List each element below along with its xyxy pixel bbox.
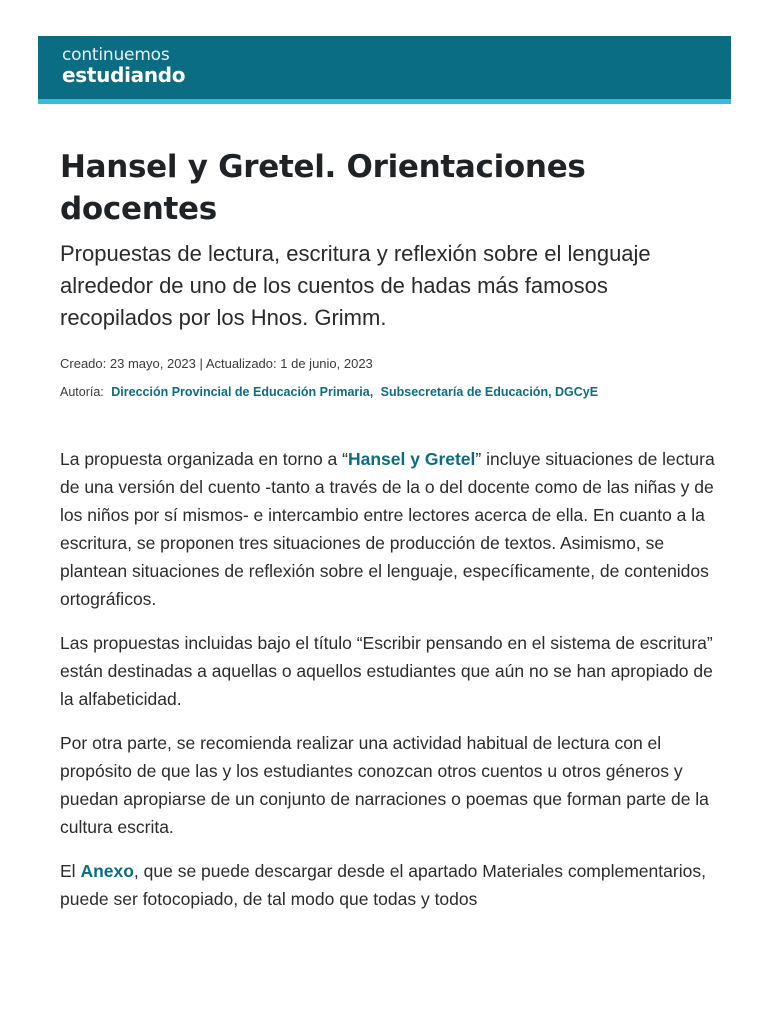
- site-header: [38, 36, 731, 104]
- updated-date: 1 de junio, 2023: [280, 356, 373, 371]
- logo-text-line1: continuemos: [62, 45, 170, 65]
- paragraph-1: [60, 445, 720, 613]
- paragraph-4-text-end: , que se puede descargar desde el apartado Materiales complementarios, puede ser fotocopiado, de tal modo que todas y todos: [60, 861, 706, 909]
- created-label: Creado:: [60, 356, 107, 371]
- site-logo[interactable]: [62, 47, 185, 85]
- anexo-link[interactable]: Anexo: [80, 861, 134, 881]
- updated-label: Actualizado:: [205, 356, 277, 371]
- article: [60, 146, 720, 929]
- article-subtitle: Propuestas de lectura, escritura y reflexión sobre el lenguaje alrededor de uno de los cuentos de hadas más famosos recopilados por los Hnos. Grimm.: [60, 241, 651, 330]
- paragraph-3: Por otra parte, se recomienda realizar una actividad habitual de lectura con el propósito de que las y los estudiantes conozcan otros cuentos u otros géneros y puedan apropiarse de un conjunto de narraciones o poemas que forman parte de la cultura escrita.: [60, 733, 709, 837]
- author-link-primaria[interactable]: Dirección Provincial de Educación Primaria,: [111, 385, 374, 399]
- date-separator: |: [199, 356, 203, 371]
- paragraph-2: Las propuestas incluidas bajo el título “Escribir pensando en el sistema de escritura” están destinadas a aquellas o aquellos estudiantes que aún no se han apropiado de la alfabeticidad.: [60, 633, 713, 709]
- created-date: 23 mayo, 2023: [109, 356, 196, 371]
- article-dates: [60, 355, 720, 373]
- paragraph-4: [60, 857, 720, 913]
- authorship-label: Autoría:: [60, 385, 104, 399]
- author-link-subsecretaria[interactable]: Subsecretaría de Educación, DGCyE: [380, 385, 599, 399]
- authorship: [60, 383, 720, 401]
- logo-text-line2: estudiando: [62, 63, 186, 87]
- article-body: [60, 445, 720, 913]
- page-title: Hansel y Gretel. Orientaciones docentes: [60, 149, 586, 227]
- paragraph-1-text-start: La propuesta organizada en torno a “: [60, 449, 348, 469]
- paragraph-1-text-end: ” incluye situaciones de lectura de una versión del cuento -tanto a través de la o del docente como de las niñas y de los niños por sí mismos- e intercambio entre lectores acerca de ella. En cuanto a la escritura, se proponen tres situaciones de producción de textos. Asimismo, se plantean situaciones de reflexión sobre el lenguaje, específicamente, de contenidos ortográficos.: [60, 449, 715, 609]
- hansel-y-gretel-link[interactable]: Hansel y Gretel: [347, 449, 476, 469]
- paragraph-4-text-start: El: [60, 861, 81, 881]
